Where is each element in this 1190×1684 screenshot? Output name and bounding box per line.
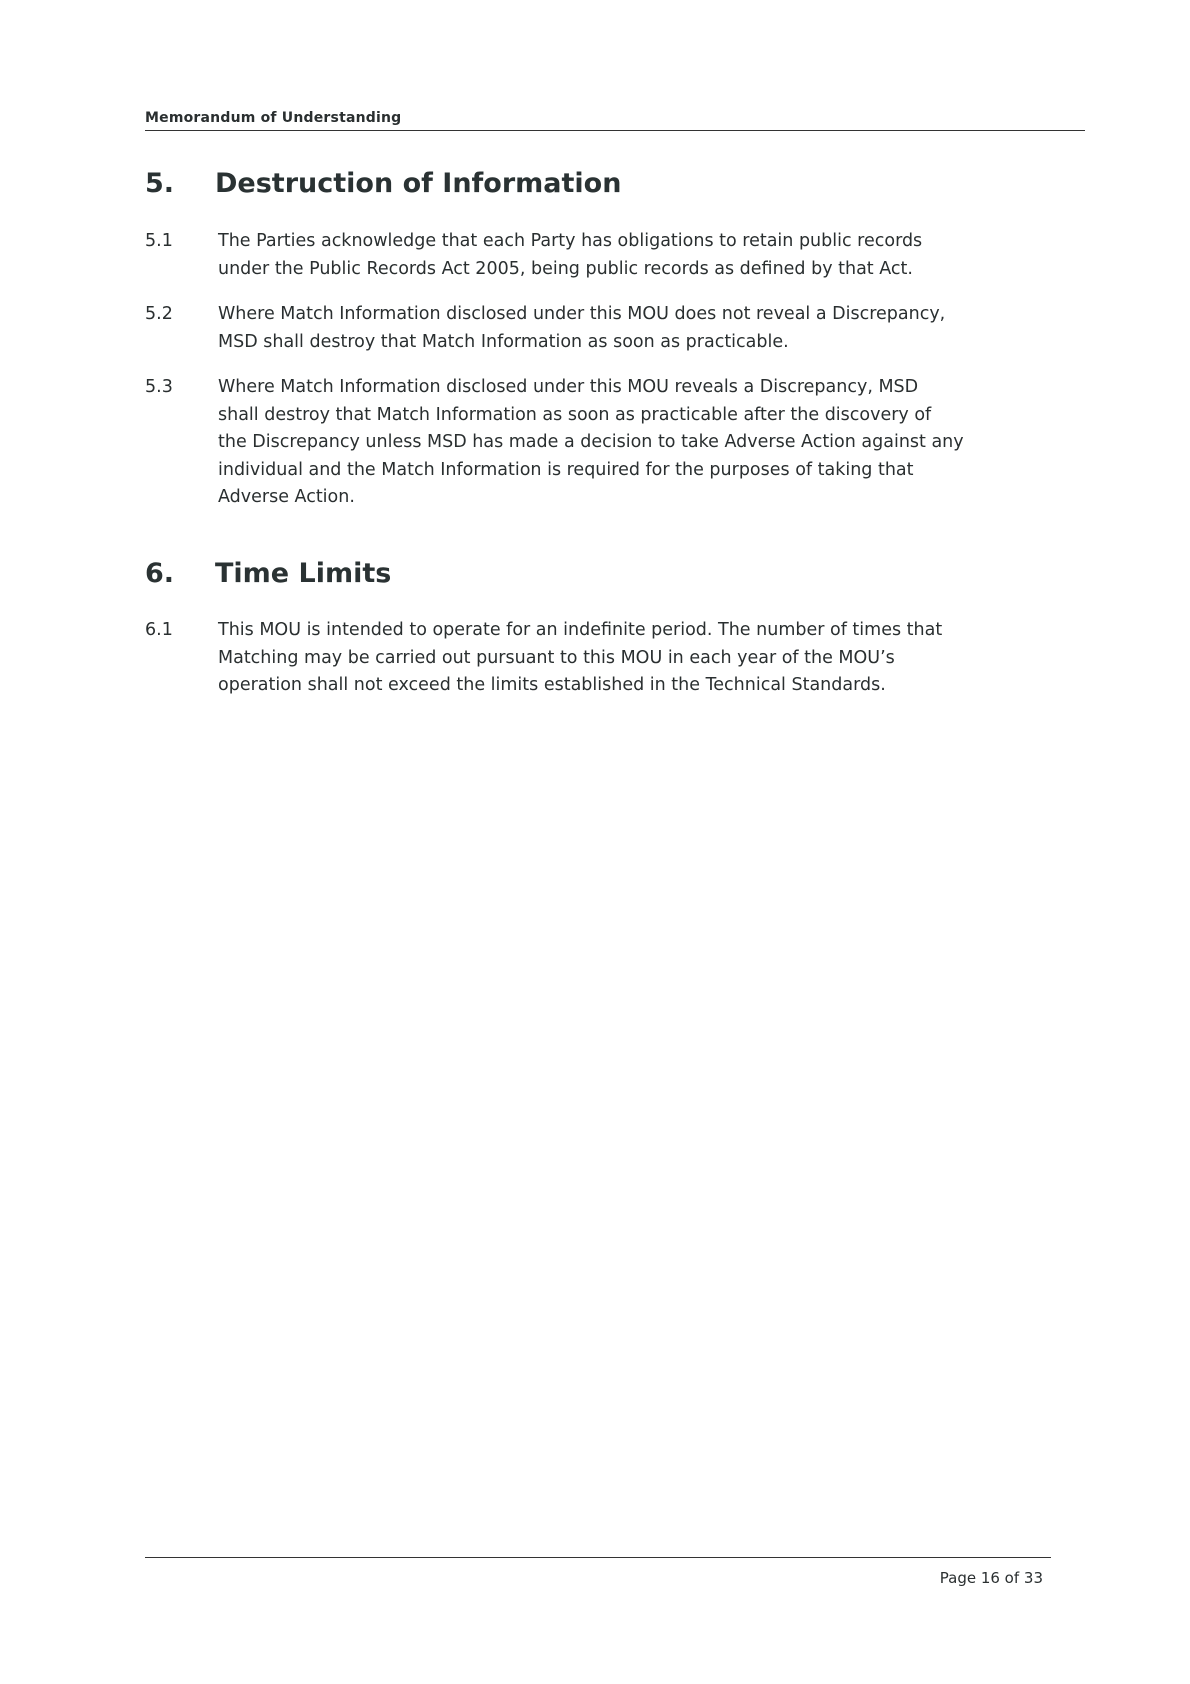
clause-line: Where Match Information disclosed under this MOU does not reveal a Discrepancy, — [218, 304, 946, 324]
clause-line: This MOU is intended to operate for an indefinite period. The number of times that — [218, 620, 943, 640]
clause-line: shall destroy that Match Information as soon as practicable after the discovery of — [218, 404, 932, 425]
clause-line: individual and the Match Information is required for the purposes of taking that — [218, 459, 914, 480]
clause-number: 5.1 — [145, 231, 173, 251]
clause-line: Where Match Information disclosed under this MOU reveals a Discrepancy, MSD — [218, 377, 919, 397]
section-number: 6. — [145, 558, 175, 589]
document-header-title: Memorandum of Understanding — [145, 110, 402, 126]
clause-line: The Parties acknowledge that each Party has obligations to retain public records — [218, 231, 923, 251]
clause-line: operation shall not exceed the limits established in the Technical Standards. — [218, 675, 886, 695]
clause-line: the Discrepancy unless MSD has made a decision to take Adverse Action against any — [218, 432, 964, 452]
section-title: Destruction of Information — [215, 168, 622, 199]
section-title: Time Limits — [215, 558, 392, 589]
header-divider — [145, 130, 1085, 131]
clause-number: 5.3 — [145, 377, 173, 397]
clause-line: Matching may be carried out pursuant to this MOU in each year of the MOU’s — [218, 647, 895, 668]
section-number: 5. — [145, 168, 175, 199]
page-number: Page 16 of 33 — [939, 1569, 1043, 1587]
clause-line: MSD shall destroy that Match Information as soon as practicable. — [218, 331, 789, 352]
clause-number: 5.2 — [145, 304, 173, 324]
clause-number: 6.1 — [145, 620, 173, 640]
clause-line: under the Public Records Act 2005, being public records as defined by that Act. — [218, 258, 913, 279]
clause-line: Adverse Action. — [218, 487, 355, 507]
footer-divider — [145, 1557, 1051, 1558]
